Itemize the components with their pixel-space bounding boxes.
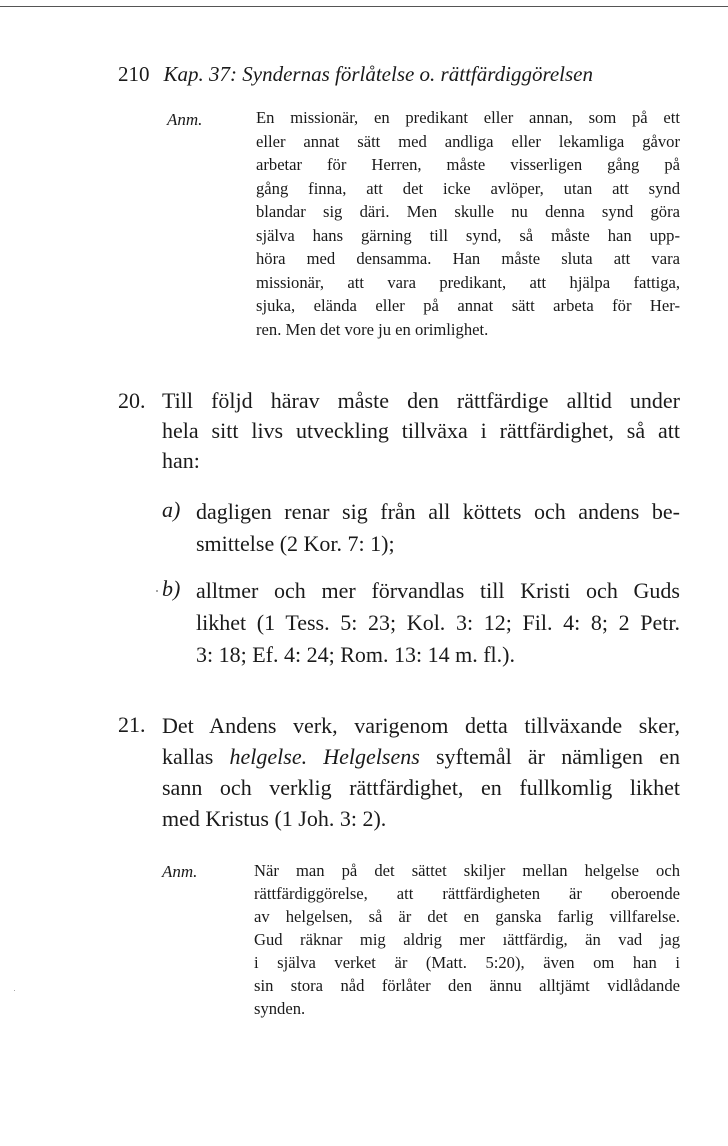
- note2-line: rättfärdiggörelse, att rättfärdigheten är oberoende: [254, 884, 680, 903]
- note2-line: När man på det sättet skiljer mellan helgelse och: [254, 861, 680, 880]
- section21-line: Det Andens verk, varigenom detta tillväxande sker,: [162, 713, 680, 738]
- section20-line: hela sitt livs utveckling tillväxa i rättfärdighet, så att: [162, 418, 680, 443]
- section20-line: Till följd härav måste den rättfärdige alltid under: [162, 388, 680, 413]
- note1-label: Anm.: [167, 110, 203, 129]
- section21-line: med Kristus (1 Joh. 3: 2).: [162, 806, 387, 831]
- note2-line: i själva verket är (Matt. 5:20), även om han i: [254, 953, 680, 972]
- term-helgelse: helgelse.: [229, 744, 308, 769]
- section21-number: 21.: [118, 712, 146, 737]
- note2-text: [254, 859, 680, 1020]
- section20-line: han:: [162, 448, 200, 473]
- section21-text: [162, 710, 680, 834]
- running-header: [118, 62, 593, 87]
- item-b-line: alltmer och mer förvandlas till Kristi och Guds: [196, 578, 680, 603]
- running-title: Kap. 37: Syndernas förlåtelse o. rättfärdiggörelsen: [163, 62, 594, 86]
- note1-line: höra med densamma. Han måste sluta att vara: [256, 249, 680, 268]
- section21-line2-space: [307, 744, 323, 769]
- item-a-line: dagligen renar sig från all köttets och andens be-: [196, 499, 680, 524]
- item-a-line: smittelse (2 Kor. 7: 1);: [196, 531, 395, 556]
- section21-line2-prefix: kallas: [162, 744, 230, 769]
- note2-line: Gud räknar mig aldrig mer ıättfärdig, än vad jag: [254, 930, 680, 949]
- note1-line: eller annat sätt med andliga eller lekamliga gåvor: [256, 131, 680, 151]
- item-a-text: [196, 496, 680, 560]
- note1-line: arbetar för Herren, måste visserligen gång på: [256, 155, 680, 174]
- top-rule: [0, 6, 728, 7]
- section20-text: [162, 386, 680, 476]
- note2-line: av helgelsen, så är det en ganska farlig villfarelse.: [254, 907, 680, 926]
- term-helgelsens: Helgelsens: [323, 744, 420, 769]
- note1-line: sjuka, elända eller på annat sätt arbeta för Her-: [256, 296, 680, 315]
- note1-line: En missionär, en predikant eller annan, som på ett: [256, 108, 680, 127]
- item-a-label: a): [162, 497, 181, 522]
- note2-line: sin stora nåd förlåter den ännu alltjämt vidlådande: [254, 976, 680, 995]
- note1-line: själva hans gärning till synd, så måste han upp-: [256, 225, 680, 245]
- item-b-line: 3: 18; Ef. 4: 24; Rom. 13: 14 m. fl.).: [196, 642, 515, 667]
- note1-line: missionär, att vara predikant, att hjälpa fattiga,: [256, 272, 680, 292]
- page-number: 210: [118, 62, 150, 86]
- item-b-label: b): [162, 576, 181, 601]
- item-b-text: [196, 575, 680, 671]
- section20-number: 20.: [118, 388, 146, 413]
- section21-line: sann och verklig rättfärdighet, en fullkomlig likhet: [162, 775, 680, 800]
- section21-line: [162, 741, 680, 772]
- note1-text: [256, 106, 680, 341]
- note1-line: ren. Men det vore ju en orimlighet.: [256, 319, 489, 339]
- note1-line: gång finna, att det icke avlöper, utan att synd: [256, 178, 680, 198]
- print-speck: [156, 590, 158, 592]
- note1-line: blandar sig däri. Men skulle nu denna synd göra: [256, 202, 680, 221]
- note2-label: Anm.: [162, 862, 198, 881]
- section21-line2-suffix: syftemål är nämligen en: [419, 744, 680, 769]
- print-speck: [14, 990, 15, 991]
- item-b-line: likhet (1 Tess. 5: 23; Kol. 3: 12; Fil. 4: 8; 2 Petr.: [196, 610, 680, 635]
- note2-line: synden.: [254, 999, 306, 1018]
